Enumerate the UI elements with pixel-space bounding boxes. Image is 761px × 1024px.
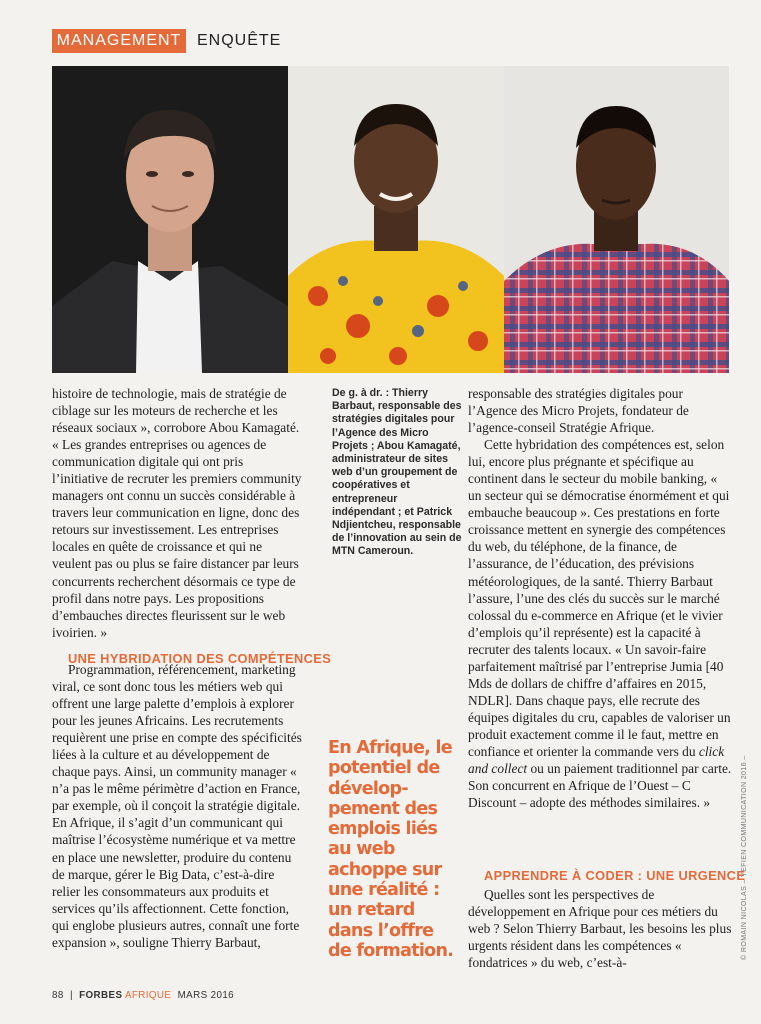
patrick-ndjientcheu-photo [504,66,729,373]
article-column-2-bottom [468,886,733,971]
paragraph-text: Cette hybridation des compétences est, selon lui, encore plus prégnante et spécifique au continent dans le secteur du mobile banking, « un secteur qui se démocratise énormément et qui embauche beaucoup ». Ces prestations en forte croissance mettent en synergie des compétences du web, du téléphone, de la finance, de l’assurance, de l’éducation, des prévisions météorologiques, de la santé. Thierry Barbaut l’assure, l’une des clés du succès sur le marché colossal du e-commerce en Afrique (et le vivier d’emplois qu’il représente) est la capacité à recruter des talents locaux. « Un savoir-faire parfaitement maîtrisé par l’entreprise Jumia [40 Mds de dollars de chiffre d’affaires en 2015, NDLR]. Dans chaque pays, elle recrute des équipes digitales du cru, capables de valoriser un produit exactement comme il le faut, mettre en confiance et orienter la commande vers du [468,437,731,759]
subheading-coder: APPRENDRE À CODER : UNE URGENCE [484,868,746,883]
magazine-name-accent: AFRIQUE [124,990,172,1001]
magazine-name: FORBES [79,990,123,1001]
article-paragraph: Quelles sont les perspectives de développement en Afrique pour ces métiers du web ? Selon Thierry Barbaut, les besoins les plus urgents résident dans les compétences « fondatrices » du web, c’est-à- [468,887,732,971]
italic-term: click and collect [468,743,725,777]
section-tag: MANAGEMENT [52,29,186,53]
article-paragraph [468,436,733,811]
paragraph-text: ou un paiement traditionnel par carte. Son concurrent en Afrique de l’Ouest – C Discount – adopte des méthodes similaires. » [468,761,732,811]
issue-date: MARS 2016 [177,990,235,1001]
thierry-barbaut-photo [52,66,288,373]
subheading-hybridation: UNE HYBRIDATION DES COMPÉTENCES [68,651,332,666]
article-column-2-top [468,385,733,811]
article-paragraph: histoire de technologie, mais de stratégie de ciblage sur les moteurs de recherche et les réseaux sociaux », corrobore Abou Kamagaté. « Les grandes entreprises ou agences de communication digitale qui ont pris l’initiative de recruter les premiers community managers ont connu un succès considérable à travers leur communication en ligne, donc des retours sur investissement. Les entreprises locales en quête de croissance et qui ne veulent pas ou plus se faire distancer par leurs concurrents recherchent désormais ce type de profil dans notre pays. Les propositions d’embauches directes fleurissent sur le web ivoirien. » [52,386,302,640]
pull-quote: En Afrique, le potentiel de dévelop-pement des emplois liés au web achoppe sur une réalité : un retard dans l’offre de formation. [328,738,454,961]
page-number: 88 [52,990,64,1001]
photo-caption: De g. à dr. : Thierry Barbaut, responsable des stratégies digitales pour l’Agence des Micro Projets ; Abou Kamagaté, administrateur de sites web d’un groupement de coopératives et entrepreneur indépendant ; et Patrick Ndjientcheu, responsable de l’innovation au sein de MTN Cameroun. [332,387,462,558]
abou-kamagate-photo [288,66,504,373]
photo-credit: © ROMAIN NICOLAS – YEFIEN COMMUNICATION 2016 – [741,755,748,960]
article-column-1-top [52,385,302,641]
article-column-1-bottom [52,661,302,951]
footer-separator: | [69,990,73,1001]
article-paragraph: Programmation, référencement, marketing viral, ce sont donc tous les métiers web qui offrent une large palette d’emplois à explorer pour les jeunes Africains. Les recrutements requièrent une prise en compte des spécificités liées à la culture et au développement de chaque pays. Ainsi, un community manager « n’a pas le même périmètre d’action en France, par exemple, où il conçoit la stratégie digitale. En Afrique, il s’agit d’un communicant qui maîtrise l’écosystème numérique et va mettre en place une newsletter, produire du contenu de marque, gérer le Big Data, c’est-à-dire relier les consommateurs aux produits et services qu’ils affectionnent. Cette fonction, qui englobe plusieurs autres, connaît une forte expansion », souligne Thierry Barbaut, [52,662,302,950]
article-paragraph: responsable des stratégies digitales pour l’Agence des Micro Projets, fondateur de l’agence-conseil Stratégie Afrique. [468,386,689,436]
subsection-label: ENQUÊTE [197,32,282,49]
page-footer [52,990,234,1001]
